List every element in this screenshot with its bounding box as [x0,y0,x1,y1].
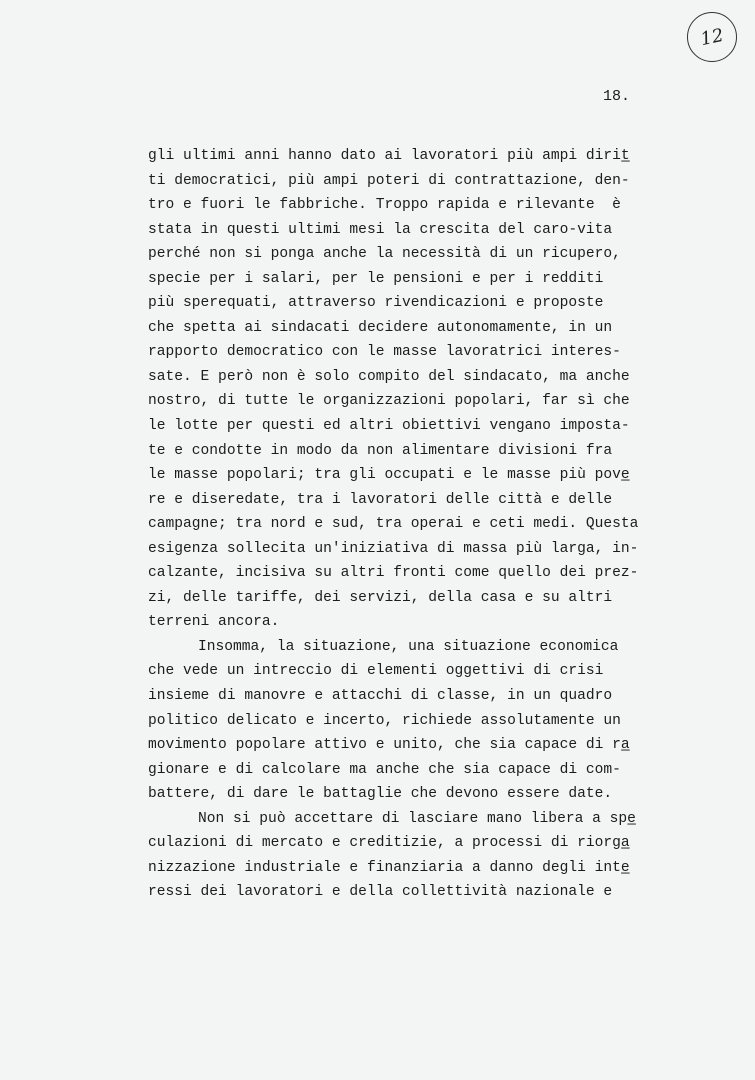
text-line: calzante, incisiva su altri fronti come quello dei prez- [148,565,639,582]
text-line: le lotte per questi ed altri obiettivi vengano imposta- [148,418,630,435]
text-line: campagne; tra nord e sud, tra operai e ceti medi. Questa [148,516,639,533]
text-line: battere, di dare le battaglie che devono essere date. [148,786,613,803]
page-stamp [687,12,737,62]
document-body [148,144,668,905]
text-line: più sperequati, attraverso rivendicazioni e proposte [148,295,604,312]
text-line: Insomma, la situazione, una situazione economica [198,638,619,655]
text-line: stata in questi ultimi mesi la crescita del caro-vita [148,221,613,238]
text-line: nizzazione industriale e finanziaria a danno degli inte̲ [148,859,630,876]
text-line: esigenza sollecita un'iniziativa di massa più larga, in- [148,540,639,557]
text-line: sate. E però non è solo compito del sindacato, ma anche [148,368,630,385]
text-line: le masse popolari; tra gli occupati e le masse più pove̲ [148,467,630,484]
text-line: insieme di manovre e attacchi di classe, in un quadro [148,688,613,705]
text-line: nostro, di tutte le organizzazioni popolari, far sì che [148,393,630,410]
text-line: che spetta ai sindacati decidere autonomamente, in un [148,319,613,336]
text-line: ressi dei lavoratori e della collettività nazionale e [148,884,613,901]
text-line: ti democratici, più ampi poteri di contrattazione, den- [148,172,630,189]
text-line: Non si può accettare di lasciare mano libera a spe̲ [198,810,636,827]
text-line: tro e fuori le fabbriche. Troppo rapida e rilevante è [148,197,621,214]
text-line: gli ultimi anni hanno dato ai lavoratori più ampi dirit̲ [148,148,630,164]
text-line: politico delicato e incerto, richiede assolutamente un [148,712,621,729]
text-line: te e condotte in modo da non alimentare divisioni fra [148,442,613,459]
text-line: re e diseredate, tra i lavoratori delle città e delle [148,491,613,508]
text-line: terreni ancora. [148,614,280,631]
page-number: 18. [603,88,631,105]
text-line: culazioni di mercato e creditizie, a processi di riorga̲ [148,835,630,852]
text-line: movimento popolare attivo e unito, che sia capace di ra̲ [148,737,630,754]
text-line: specie per i salari, per le pensioni e per i redditi [148,270,604,287]
text-line: che vede un intreccio di elementi oggettivi di crisi [148,663,604,680]
text-line: rapporto democratico con le masse lavoratrici interes- [148,344,621,361]
text-line: gionare e di calcolare ma anche che sia capace di com- [148,761,621,778]
text-line: perché non si ponga anche la necessità di un ricupero, [148,246,621,263]
stamp-number: 12 [698,24,726,50]
text-line: zi, delle tariffe, dei servizi, della casa e su altri [148,589,613,606]
